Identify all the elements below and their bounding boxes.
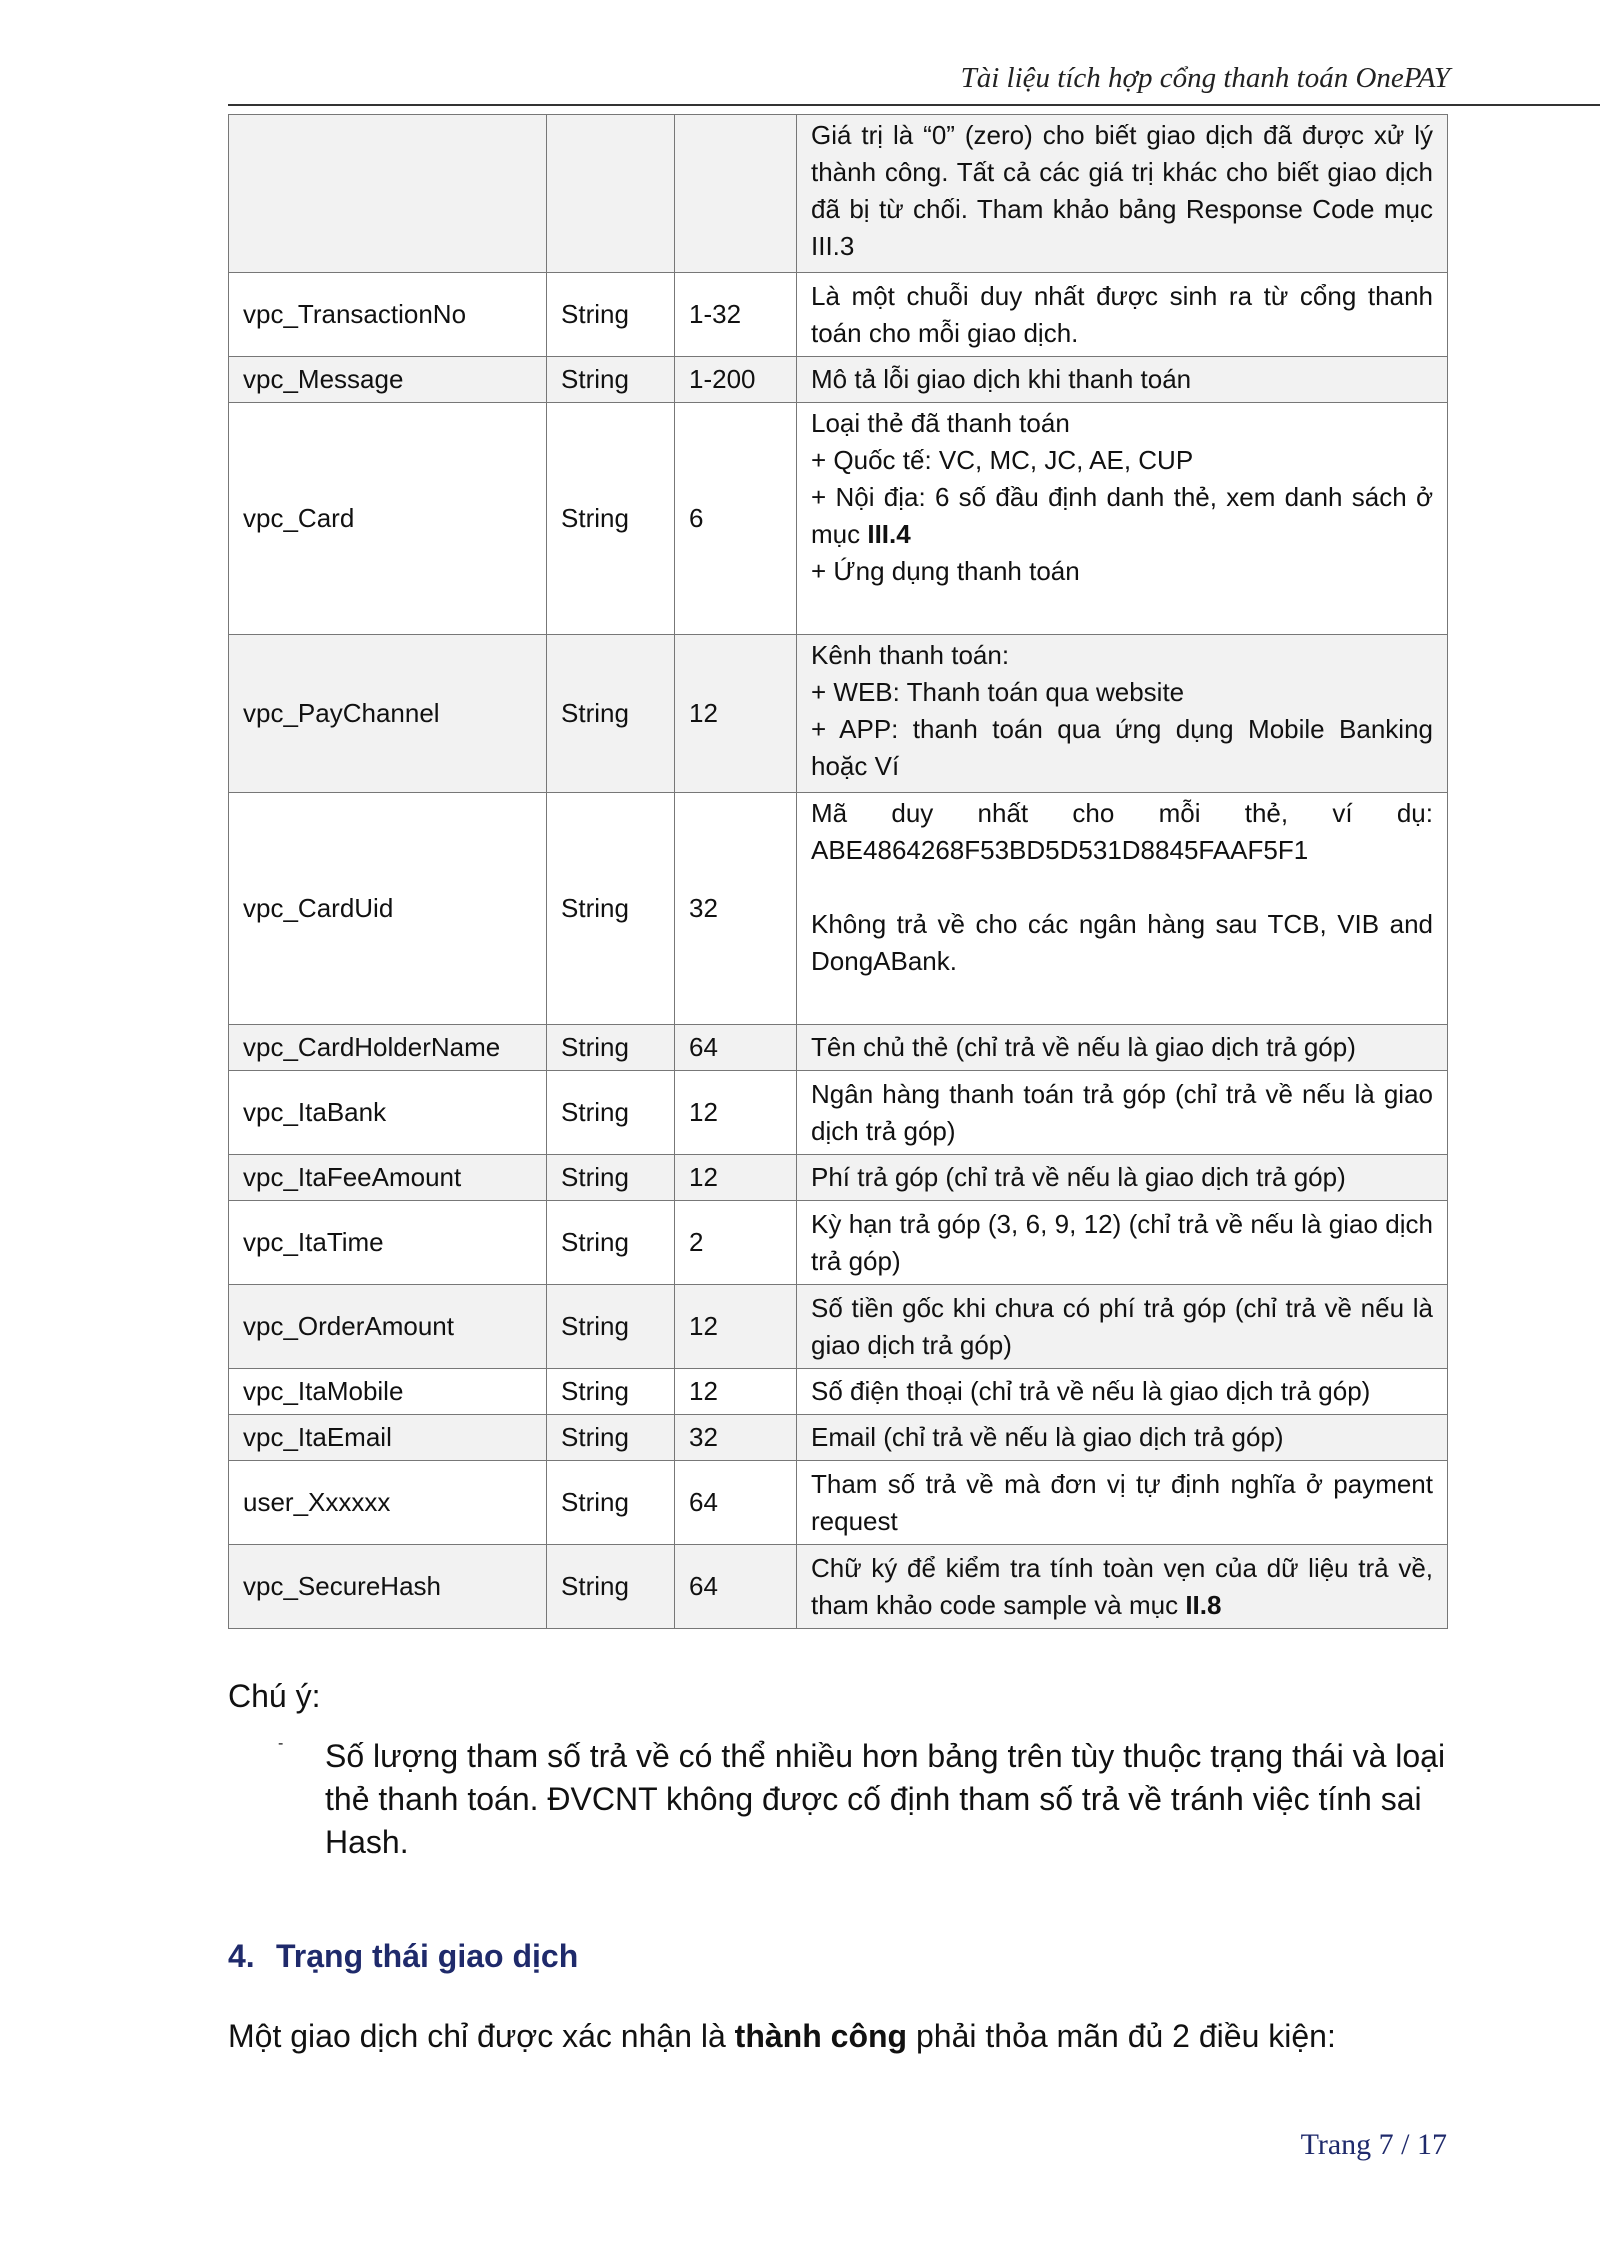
- param-type-cell: String: [547, 635, 675, 793]
- table-row: [229, 1025, 1448, 1071]
- param-type-cell: String: [547, 1025, 675, 1071]
- param-length-cell: 1-200: [675, 357, 797, 403]
- param-desc-cell: [797, 793, 1448, 1025]
- note-title: Chú ý:: [228, 1678, 321, 1714]
- param-desc-cell: Ngân hàng thanh toán trả góp (chỉ trả về nếu là giao dịch trả góp): [797, 1071, 1448, 1155]
- paragraph-emphasis: thành công: [734, 2018, 908, 2054]
- param-desc-cell: [797, 1545, 1448, 1629]
- desc-line: + Ứng dụng thanh toán: [811, 556, 1080, 586]
- table-row: [229, 357, 1448, 403]
- param-desc-cell: Là một chuỗi duy nhất được sinh ra từ cổng thanh toán cho mỗi giao dịch.: [797, 273, 1448, 357]
- param-type-cell: String: [547, 1461, 675, 1545]
- table-row: [229, 1285, 1448, 1369]
- desc-line: [811, 479, 1433, 553]
- param-type-cell: String: [547, 1201, 675, 1285]
- section-reference: II.8: [1185, 1589, 1222, 1620]
- param-name-cell: vpc_ItaBank: [229, 1071, 547, 1155]
- param-type-cell: String: [547, 1369, 675, 1415]
- paragraph-text: phải thỏa mãn đủ 2 điều kiện:: [915, 2018, 1336, 2054]
- param-length-cell: 12: [675, 1369, 797, 1415]
- desc-line: Không trả về cho các ngân hàng sau TCB, VIB and DongABank.: [811, 909, 1433, 976]
- param-desc-cell: [797, 635, 1448, 793]
- param-type-cell: String: [547, 403, 675, 635]
- note-item: Số lượng tham số trả về có thể nhiều hơn bảng trên tùy thuộc trạng thái và loại thẻ thanh toán. ĐVCNT không được cố định tham số trả về tránh việc tính sai Hash.: [325, 1738, 1446, 1860]
- param-name-cell: vpc_CardHolderName: [229, 1025, 547, 1071]
- param-desc-cell: Kỳ hạn trả góp (3, 6, 9, 12) (chỉ trả về nếu là giao dịch trả góp): [797, 1201, 1448, 1285]
- param-type-cell: String: [547, 793, 675, 1025]
- table-row: [229, 1155, 1448, 1201]
- table-row: [229, 1415, 1448, 1461]
- param-name-cell: vpc_Message: [229, 357, 547, 403]
- table-row: [229, 403, 1448, 635]
- param-length-cell: 64: [675, 1461, 797, 1545]
- desc-line: Kênh thanh toán:: [811, 640, 1010, 670]
- param-name-cell: vpc_ItaFeeAmount: [229, 1155, 547, 1201]
- param-name-cell: user_Xxxxxx: [229, 1461, 547, 1545]
- param-type-cell: String: [547, 1285, 675, 1369]
- section-paragraph: [228, 2018, 1336, 2055]
- page-number: Trang 7 / 17: [1300, 2128, 1447, 2161]
- param-name-cell: vpc_ItaMobile: [229, 1369, 547, 1415]
- param-desc-cell: Số tiền gốc khi chưa có phí trả góp (chỉ trả về nếu là giao dịch trả góp): [797, 1285, 1448, 1369]
- desc-line: Loại thẻ đã thanh toán: [811, 408, 1070, 438]
- param-name-cell: vpc_ItaTime: [229, 1201, 547, 1285]
- table-row: [229, 115, 1448, 273]
- table-row: [229, 793, 1448, 1025]
- param-type-cell: String: [547, 1155, 675, 1201]
- param-type-cell: String: [547, 357, 675, 403]
- param-type-cell: String: [547, 1545, 675, 1629]
- param-length-cell: 12: [675, 1071, 797, 1155]
- section-heading: [228, 1938, 578, 1975]
- param-length-cell: 12: [675, 1155, 797, 1201]
- section-reference: III.4: [867, 519, 911, 549]
- desc-text: + Nội địa: 6 số đầu định danh thẻ, xem danh sách ở mục: [811, 482, 1433, 549]
- table-row: [229, 635, 1448, 793]
- desc-spacer: [811, 869, 1433, 906]
- param-desc-cell: [797, 403, 1448, 635]
- return-parameters-table: [228, 114, 1448, 1629]
- param-type-cell: [547, 115, 675, 273]
- desc-line: + APP: thanh toán qua ứng dụng Mobile Banking hoặc Ví: [811, 714, 1433, 781]
- document-header-title: Tài liệu tích hợp cổng thanh toán OnePAY: [960, 62, 1450, 94]
- param-desc-cell: Giá trị là “0” (zero) cho biết giao dịch đã được xử lý thành công. Tất cả các giá trị khác cho biết giao dịch đã bị từ chối. Tham khảo bảng Response Code mục III.3: [797, 115, 1448, 273]
- table-row: [229, 1545, 1448, 1629]
- param-length-cell: 12: [675, 635, 797, 793]
- bullet-marker: -: [278, 1735, 284, 1752]
- param-type-cell: String: [547, 1415, 675, 1461]
- param-length-cell: 2: [675, 1201, 797, 1285]
- param-desc-cell: Tên chủ thẻ (chỉ trả về nếu là giao dịch trả góp): [797, 1025, 1448, 1071]
- param-type-cell: String: [547, 273, 675, 357]
- param-length-cell: 12: [675, 1285, 797, 1369]
- param-name-cell: vpc_PayChannel: [229, 635, 547, 793]
- table-row: [229, 1369, 1448, 1415]
- param-desc-cell: Email (chỉ trả về nếu là giao dịch trả góp): [797, 1415, 1448, 1461]
- param-name-cell: vpc_ItaEmail: [229, 1415, 547, 1461]
- param-desc-cell: Tham số trả về mà đơn vị tự định nghĩa ở payment request: [797, 1461, 1448, 1545]
- param-length-cell: 32: [675, 1415, 797, 1461]
- table-row: [229, 1071, 1448, 1155]
- section-number: 4.: [228, 1938, 255, 1974]
- param-length-cell: [675, 115, 797, 273]
- param-length-cell: 64: [675, 1025, 797, 1071]
- param-name-cell: vpc_OrderAmount: [229, 1285, 547, 1369]
- param-type-cell: String: [547, 1071, 675, 1155]
- paragraph-text: Một giao dịch chỉ được xác nhận là: [228, 2018, 726, 2054]
- header-divider: [228, 104, 1600, 106]
- section-title: Trạng thái giao dịch: [276, 1938, 579, 1974]
- param-name-cell: vpc_CardUid: [229, 793, 547, 1025]
- desc-line: + Quốc tế: VC, MC, JC, AE, CUP: [811, 445, 1194, 475]
- param-name-cell: vpc_TransactionNo: [229, 273, 547, 357]
- table-row: [229, 273, 1448, 357]
- param-desc-cell: Số điện thoại (chỉ trả về nếu là giao dịch trả góp): [797, 1369, 1448, 1415]
- param-desc-cell: Mô tả lỗi giao dịch khi thanh toán: [797, 357, 1448, 403]
- param-length-cell: 32: [675, 793, 797, 1025]
- param-length-cell: 6: [675, 403, 797, 635]
- table-row: [229, 1201, 1448, 1285]
- desc-line: + WEB: Thanh toán qua website: [811, 677, 1185, 707]
- param-name-cell: [229, 115, 547, 273]
- param-length-cell: 1-32: [675, 273, 797, 357]
- table-row: [229, 1461, 1448, 1545]
- param-name-cell: vpc_SecureHash: [229, 1545, 547, 1629]
- param-desc-cell: Phí trả góp (chỉ trả về nếu là giao dịch trả góp): [797, 1155, 1448, 1201]
- desc-text: Chữ ký để kiểm tra tính toàn vẹn của dữ liệu trả về, tham khảo code sample và mục: [811, 1552, 1433, 1620]
- param-length-cell: 64: [675, 1545, 797, 1629]
- param-name-cell: vpc_Card: [229, 403, 547, 635]
- desc-line: Mã duy nhất cho mỗi thẻ, ví dụ: ABE4864268F53BD5D531D8845FAAF5F1: [811, 798, 1433, 865]
- note-bullet-dash: [278, 1735, 283, 1753]
